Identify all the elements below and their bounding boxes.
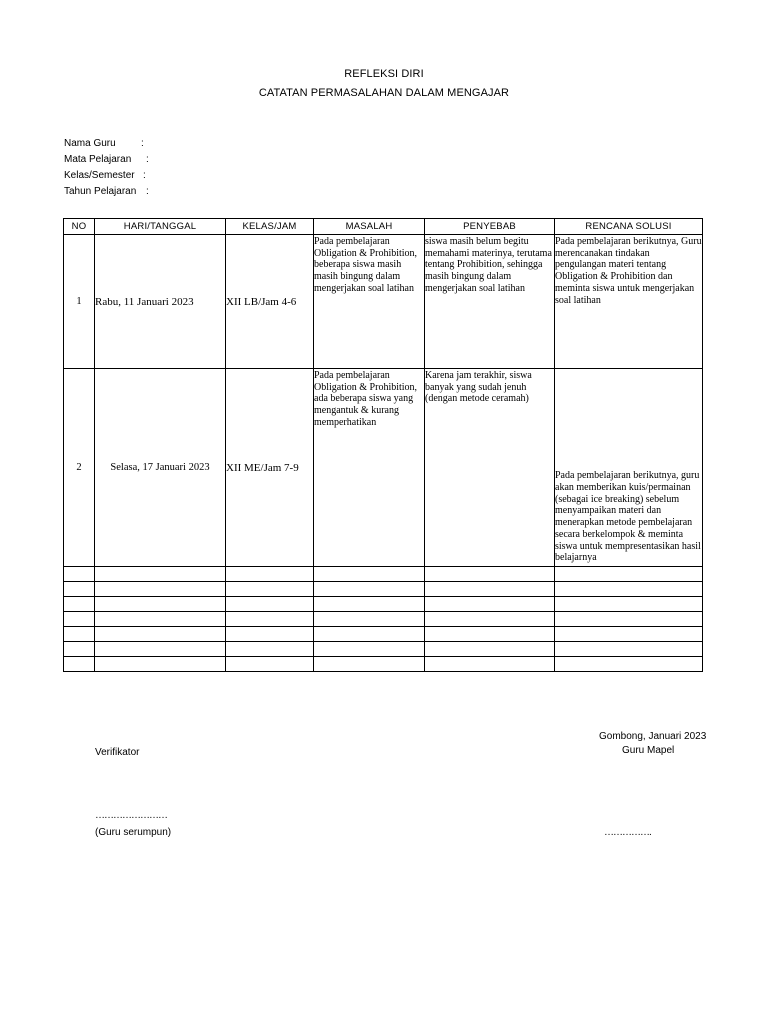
table-row-empty: [64, 627, 703, 642]
info-colon: :: [141, 138, 144, 149]
reflection-table: [63, 218, 703, 672]
table-row-empty: [64, 657, 703, 672]
header-kelas-jam: KELAS/JAM: [226, 219, 314, 235]
table-row-empty: [64, 582, 703, 597]
row-problem: Pada pembelajaran Obligation & Prohibition, ada beberapa siswa yang mengantuk & kurang memperhatikan: [314, 369, 425, 567]
row-date: Rabu, 11 Januari 2023: [95, 235, 226, 369]
table-row-empty: [64, 642, 703, 657]
info-label: Tahun Pelajaran: [64, 186, 137, 197]
signature-place-date: Gombong, Januari 2023: [599, 731, 707, 742]
info-label: Mata Pelajaran: [64, 154, 132, 165]
row-solution-text: Pada pembelajaran berikutnya, guru akan memberikan kuis/permainan (sebagai ice breaking) sebelum menyampaikan materi dan menerapkan metode pembelajaran secara berkelompok & meminta siswa untuk mempresentasikan hasil belajarnya: [555, 470, 701, 564]
table-header-row: [64, 219, 703, 235]
row-date: Selasa, 17 Januari 2023: [95, 369, 226, 567]
signature-right-title: Guru Mapel: [622, 745, 675, 756]
row-cause: Karena jam terakhir, siswa banyak yang sudah jenuh (dengan metode ceramah): [425, 369, 555, 567]
document-subtitle: CATATAN PERMASALAHAN DALAM MENGAJAR: [258, 87, 510, 99]
signature-left-name: (Guru serumpun): [95, 827, 172, 838]
row-problem: Pada pembelajaran Obligation & Prohibition, beberapa siswa masih masih bingung dalam mengerjakan soal latihan: [314, 235, 425, 369]
row-number: 1: [64, 235, 95, 369]
header-penyebab: PENYEBAB: [425, 219, 555, 235]
header-no: NO: [64, 219, 95, 235]
header-rencana-solusi: RENCANA SOLUSI: [555, 219, 703, 235]
document-title: REFLEKSI DIRI: [344, 68, 424, 80]
table-row: [64, 235, 703, 369]
info-label: Kelas/Semester: [64, 170, 135, 181]
header-hari-tanggal: HARI/TANGGAL: [95, 219, 226, 235]
row-cause: siswa masih belum begitu memahami materinya, terutama tentang Prohibition, sehingga masih bingung dalam mengerjakan soal latihan: [425, 235, 555, 369]
table-row: [64, 369, 703, 567]
info-colon: :: [143, 170, 146, 181]
row-solution: Pada pembelajaran berikutnya, Guru merencanakan tindakan pengulangan materi tentang Obligation & Prohibition dan meminta siswa untuk mengerjakan soal latihan: [555, 235, 703, 369]
table-row-empty: [64, 612, 703, 627]
row-number: 2: [64, 369, 95, 567]
table-row-empty: [64, 597, 703, 612]
signature-right-dots: …………….: [604, 827, 651, 838]
row-class: XII LB/Jam 4-6: [226, 235, 314, 369]
signature-left-title: Verifikator: [95, 747, 140, 758]
info-colon: :: [146, 186, 149, 197]
info-colon: :: [146, 154, 149, 165]
row-solution: [555, 369, 703, 567]
signature-left-dots: ……………………: [95, 810, 167, 821]
header-masalah: MASALAH: [314, 219, 425, 235]
info-label: Nama Guru: [64, 138, 116, 149]
row-class: XII ME/Jam 7-9: [226, 369, 314, 567]
table-row-empty: [64, 567, 703, 582]
